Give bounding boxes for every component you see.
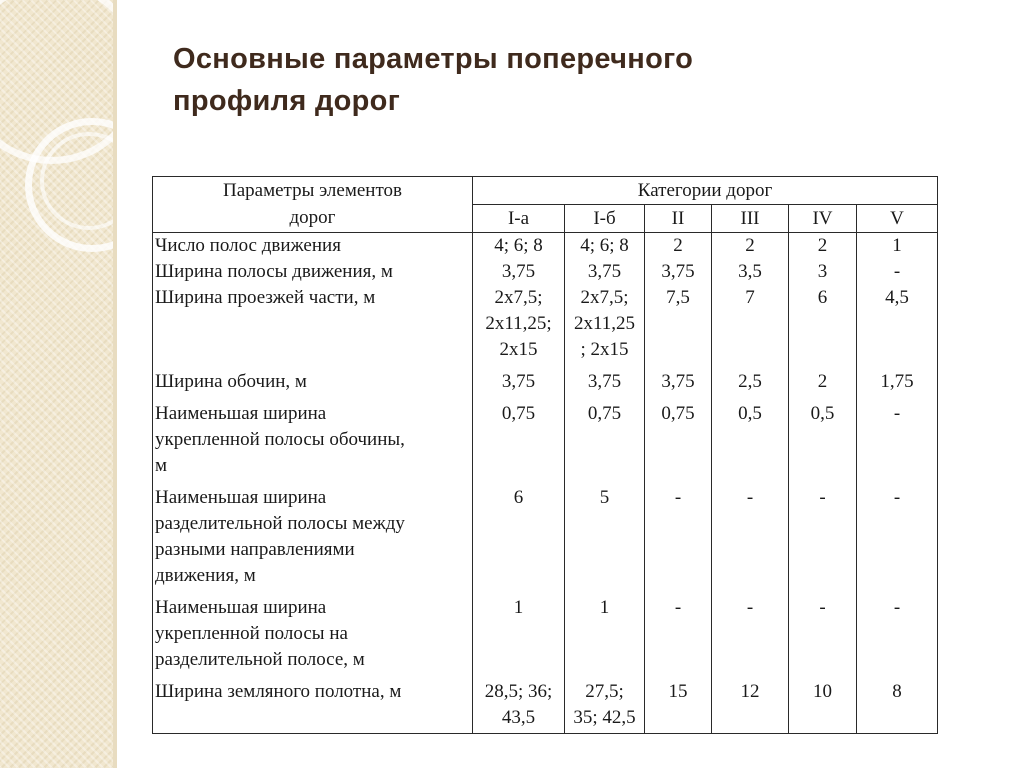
cell-value: 0,5 [712, 401, 789, 485]
cell-value: 4; 6; 8 [565, 233, 645, 260]
cell-value: 3,75 [473, 259, 565, 285]
cell-value: 3,75 [645, 369, 712, 401]
cell-value: 3 [789, 259, 857, 285]
table-row [153, 485, 938, 595]
cell-value: - [857, 485, 938, 595]
row-label: Наименьшая ширина укрепленной полосы обочины, м [153, 401, 473, 485]
category-header: V [857, 205, 938, 233]
cell-value: 4,5 [857, 285, 938, 369]
table-row [153, 679, 938, 734]
sidebar-edge [113, 0, 117, 768]
category-header: I-а [473, 205, 565, 233]
cell-value: 5 [565, 485, 645, 595]
table-row [153, 595, 938, 679]
table-row [153, 259, 938, 285]
cell-value: 3,75 [473, 369, 565, 401]
row-label: Ширина обочин, м [153, 369, 473, 401]
cell-value: - [789, 595, 857, 679]
slide-title-line-2: профиля дорог [173, 85, 401, 117]
cell-value: 0,5 [789, 401, 857, 485]
cell-value: 1,75 [857, 369, 938, 401]
slide-title-line-1: Основные параметры поперечного [173, 43, 694, 75]
cell-value: - [789, 485, 857, 595]
cell-value: 6 [789, 285, 857, 369]
cell-value: 4; 6; 8 [473, 233, 565, 260]
table-row [153, 401, 938, 485]
row-label: Наименьшая ширина укрепленной полосы на разделительной полосе, м [153, 595, 473, 679]
category-header: I-б [565, 205, 645, 233]
cell-value: 2х7,5; 2х11,25; 2х15 [473, 285, 565, 369]
cell-value: 2х7,5; 2х11,25 ; 2х15 [565, 285, 645, 369]
row-label: Ширина проезжей части, м [153, 285, 473, 369]
cell-value: 6 [473, 485, 565, 595]
cell-value: - [645, 485, 712, 595]
cell-value: 0,75 [565, 401, 645, 485]
cell-value: 1 [473, 595, 565, 679]
slide-title [173, 38, 973, 122]
table-row [153, 285, 938, 369]
category-header: III [712, 205, 789, 233]
cell-value: - [857, 259, 938, 285]
cell-value: - [857, 595, 938, 679]
row-label: Ширина полосы движения, м [153, 259, 473, 285]
row-label: Ширина земляного полотна, м [153, 679, 473, 734]
table-row [153, 233, 938, 260]
category-header: II [645, 205, 712, 233]
cell-value: 7 [712, 285, 789, 369]
cell-value: 28,5; 36; 43,5 [473, 679, 565, 734]
cell-value: 3,5 [712, 259, 789, 285]
cell-value: 2 [645, 233, 712, 260]
cell-value: - [857, 401, 938, 485]
cell-value: 0,75 [645, 401, 712, 485]
cell-value: 2,5 [712, 369, 789, 401]
cell-value: 3,75 [565, 259, 645, 285]
cell-value: 3,75 [645, 259, 712, 285]
cell-value: 8 [857, 679, 938, 734]
cell-value: 10 [789, 679, 857, 734]
cell-value: 27,5; 35; 42,5 [565, 679, 645, 734]
cell-value: 1 [565, 595, 645, 679]
cell-value: 0,75 [473, 401, 565, 485]
table-row [153, 369, 938, 401]
category-header: IV [789, 205, 857, 233]
cell-value: 2 [712, 233, 789, 260]
cell-value: - [645, 595, 712, 679]
row-label: Наименьшая ширина разделительной полосы между разными направлениями движения, м [153, 485, 473, 595]
row-label: Число полос движения [153, 233, 473, 260]
decorative-sidebar [0, 0, 113, 768]
cell-value: 7,5 [645, 285, 712, 369]
cell-value: - [712, 595, 789, 679]
cell-value: 2 [789, 369, 857, 401]
road-parameters-table [152, 176, 938, 734]
cell-value: 12 [712, 679, 789, 734]
cell-value: - [712, 485, 789, 595]
cell-value: 2 [789, 233, 857, 260]
categories-header: Категории дорог [473, 177, 938, 205]
table-body [153, 233, 938, 734]
param-column-header: Параметры элементов дорог [153, 177, 473, 233]
cell-value: 15 [645, 679, 712, 734]
cell-value: 1 [857, 233, 938, 260]
cell-value: 3,75 [565, 369, 645, 401]
